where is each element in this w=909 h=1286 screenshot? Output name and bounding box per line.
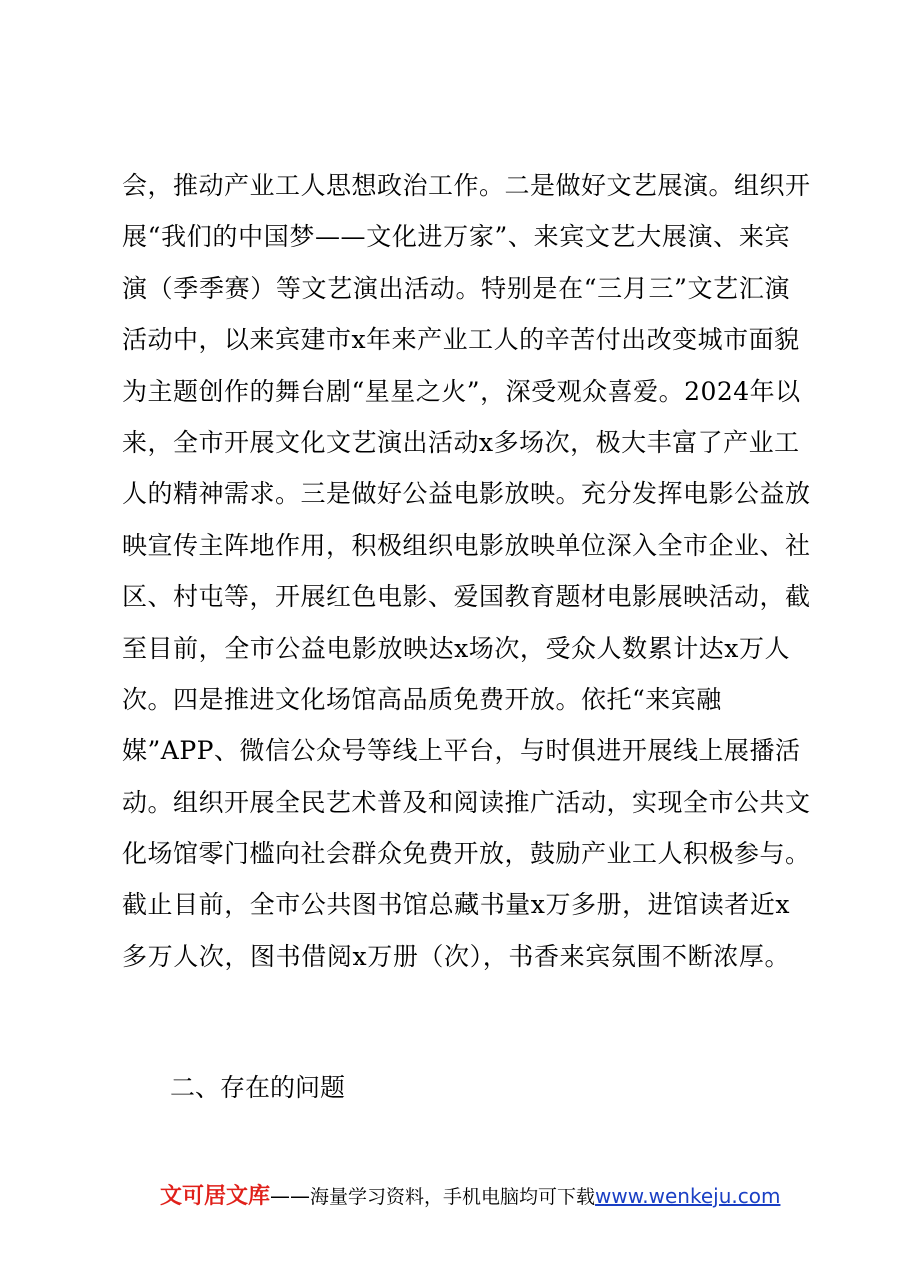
paragraph-line: 为主题创作的舞台剧“星星之火”，深受观众喜爱。2024年以 xyxy=(122,376,801,406)
paragraph-line: 活动中，以来宾建市x年来产业工人的辛苦付出改变城市面貌 xyxy=(122,325,800,355)
paragraph-line: 动。组织开展全民艺术普及和阅读推广活动，实现全市公共文 xyxy=(122,787,811,817)
footer-brand: 文可居文库 xyxy=(160,1184,271,1209)
paragraph-line: 演（季季赛）等文艺演出活动。特别是在“三月三”文艺汇演 xyxy=(122,273,790,303)
body-paragraph xyxy=(122,160,811,982)
footer-url-link[interactable]: www.wenkeju.com xyxy=(595,1184,781,1208)
paragraph-line: 次。四是推进文化场馆高品质免费开放。依托“来宾融 xyxy=(122,684,722,714)
footer-dash: —— xyxy=(270,1184,311,1208)
paragraph-line: 多万人次，图书借阅x万册（次），书香来宾氛围不断浓厚。 xyxy=(122,941,790,971)
paragraph-line: 来，全市开展文化文艺演出活动x多场次，极大丰富了产业工 xyxy=(122,427,800,457)
footer-banner xyxy=(160,1178,780,1215)
paragraph-line: 展“我们的中国梦——文化进万家”、来宾文艺大展演、来宾 xyxy=(122,222,790,252)
paragraph-line: 媒”APP、微信公众号等线上平台，与时俱进开展线上展播活 xyxy=(122,736,801,766)
paragraph-line: 映宣传主阵地作用，积极组织电影放映单位深入全市企业、社 xyxy=(122,530,811,560)
footer-description: 海量学习资料，手机电脑均可下载 xyxy=(310,1186,596,1208)
paragraph-line: 化场馆零门槛向社会群众免费开放，鼓励产业工人积极参与。 xyxy=(122,839,811,869)
paragraph-line: 人的精神需求。三是做好公益电影放映。充分发挥电影公益放 xyxy=(122,479,811,509)
section-heading: 二、存在的问题 xyxy=(170,1073,346,1102)
paragraph-line: 截止目前，全市公共图书馆总藏书量x万多册，进馆读者近x xyxy=(122,890,790,920)
paragraph-line: 至目前，全市公益电影放映达x场次，受众人数累计达x万人 xyxy=(122,633,790,663)
paragraph-line: 区、村屯等，开展红色电影、爱国教育题材电影展映活动，截 xyxy=(122,582,811,612)
paragraph-line: 会，推动产业工人思想政治工作。二是做好文艺展演。组织开 xyxy=(122,171,811,200)
